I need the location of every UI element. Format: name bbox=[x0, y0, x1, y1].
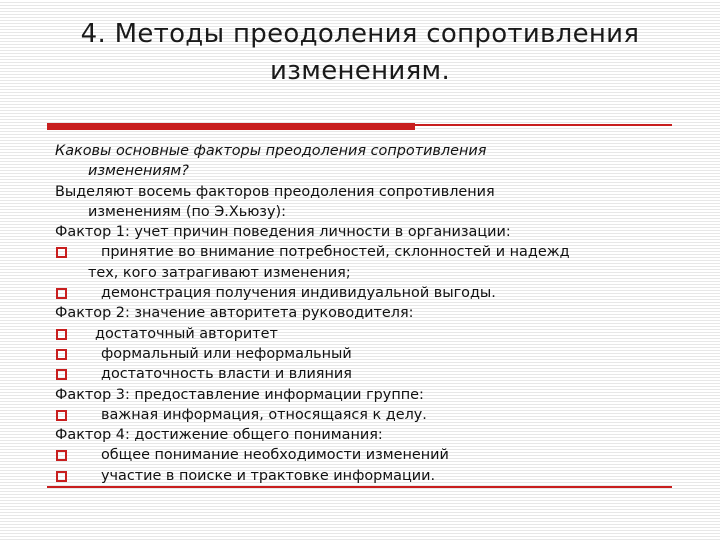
factor-4-heading: Фактор 4: достижение общего понимания: bbox=[55, 427, 383, 444]
factor-2-bullet-3 bbox=[55, 364, 685, 384]
bullet-text: принятие во внимание потребностей, склонностей и надежд bbox=[101, 244, 570, 261]
factor-2-bullet-2 bbox=[55, 344, 685, 364]
slide-body bbox=[55, 141, 685, 486]
hollow-square-bullet-icon bbox=[56, 450, 67, 461]
hollow-square-bullet-icon bbox=[56, 369, 67, 380]
hollow-square-bullet-icon bbox=[56, 471, 67, 482]
title-divider-thick bbox=[47, 123, 415, 130]
factor-1-bullet-1 bbox=[55, 242, 685, 262]
slide-title-line-2: изменениям. bbox=[269, 56, 451, 86]
bullet-text: демонстрация получения индивидуальной выгоды. bbox=[101, 285, 496, 302]
factor-3-bullet-1 bbox=[55, 405, 685, 425]
slide-title bbox=[30, 16, 690, 90]
bottom-divider bbox=[47, 486, 672, 488]
factor-2-bullet-1 bbox=[55, 324, 685, 344]
intro-line-2: изменениям (по Э.Хьюзу): bbox=[88, 203, 286, 220]
factor-2-heading: Фактор 2: значение авторитета руководителя: bbox=[55, 305, 414, 322]
hollow-square-bullet-icon bbox=[56, 329, 67, 340]
factor-1-heading: Фактор 1: учет причин поведения личности в организации: bbox=[55, 224, 511, 241]
hollow-square-bullet-icon bbox=[56, 410, 67, 421]
bullet-text: достаточность власти и влияния bbox=[101, 366, 352, 383]
intro-line-1: Выделяют восемь факторов преодоления сопротивления bbox=[55, 183, 495, 200]
hollow-square-bullet-icon bbox=[56, 349, 67, 360]
factor-1-bullet-2 bbox=[55, 283, 685, 303]
question-line-1: Каковы основные факторы преодоления сопротивления bbox=[55, 143, 487, 159]
bullet-text: формальный или неформальный bbox=[101, 345, 352, 362]
bullet-text: достаточный авторитет bbox=[95, 325, 278, 342]
bullet-text: общее понимание необходимости изменений bbox=[101, 447, 449, 464]
hollow-square-bullet-icon bbox=[56, 247, 67, 258]
factor-1-bullet-1-continuation: тех, кого затрагивают изменения; bbox=[88, 264, 351, 281]
question-line-2: изменениям? bbox=[88, 163, 189, 180]
bullet-text: участие в поиске и трактовке информации. bbox=[101, 467, 436, 484]
factor-4-bullet-2 bbox=[55, 466, 685, 486]
factor-3-heading: Фактор 3: предоставление информации группе: bbox=[55, 386, 424, 403]
title-divider-thin bbox=[415, 124, 672, 126]
hollow-square-bullet-icon bbox=[56, 288, 67, 299]
bullet-text: важная информация, относящаяся к делу. bbox=[101, 406, 427, 423]
factor-4-bullet-1 bbox=[55, 445, 685, 465]
slide-title-line-1: 4. Методы преодоления сопротивления bbox=[80, 19, 640, 49]
